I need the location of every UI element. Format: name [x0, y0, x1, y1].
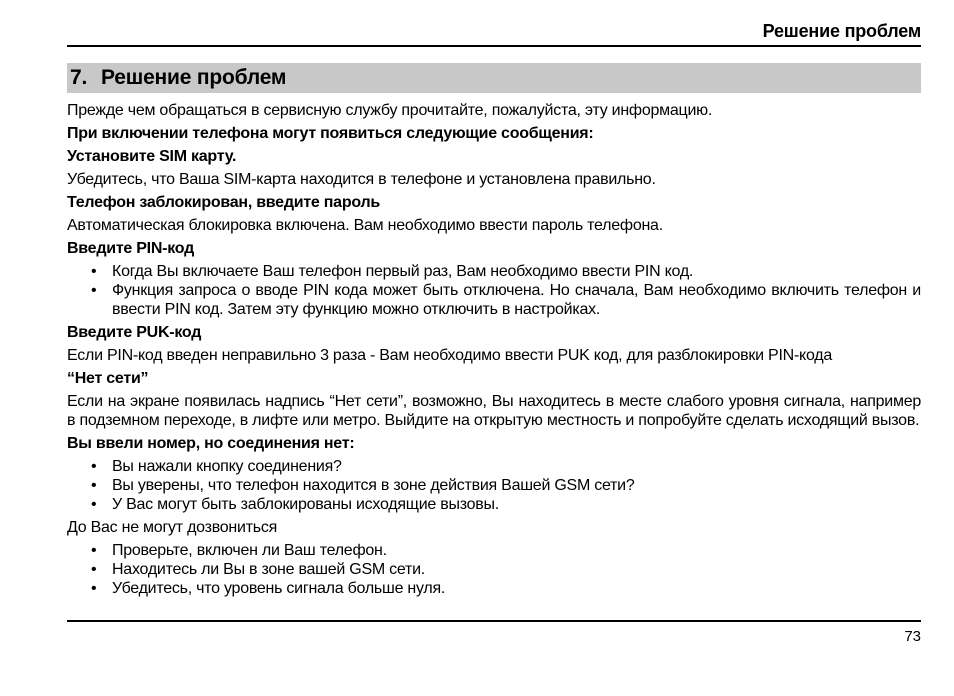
list-item: • Проверьте, включен ли Ваш телефон.	[67, 541, 921, 560]
heading-no-connection: Вы ввели номер, но соединения нет:	[67, 435, 355, 452]
heading-enter-puk: Введите PUK-код	[67, 324, 202, 341]
paragraph-sim-check: Убедитесь, что Ваша SIM-карта находится в телефоне и установлена правильно.	[67, 171, 656, 188]
heading-enter-pin: Введите PIN-код	[67, 240, 195, 257]
list-item: • Находитесь ли Вы в зоне вашей GSM сети.	[67, 560, 921, 579]
list-item: • Функция запроса о вводе PIN кода может быть отключена. Но сначала, Вам необходимо включить телефон и ввести PIN код. Затем эту функцию можно отключить в настройках.	[67, 281, 921, 319]
list-item: • Убедитесь, что уровень сигнала больше нуля.	[67, 579, 921, 598]
heading-phone-locked: Телефон заблокирован, введите пароль	[67, 194, 380, 211]
heading-no-network: “Нет сети”	[67, 370, 149, 387]
running-header: Решение проблем	[762, 21, 921, 41]
bullet-list-no-connection	[67, 457, 921, 514]
page-number: 73	[904, 628, 921, 645]
chapter-number: 7.	[70, 66, 88, 89]
heading-cannot-be-reached: До Вас не могут дозвониться	[67, 519, 278, 536]
chapter-heading-bar	[67, 63, 921, 93]
page-footer	[67, 620, 921, 645]
heading-startup-messages: При включении телефона могут появиться следующие сообщения:	[67, 125, 594, 142]
paragraph-intro: Прежде чем обращаться в сервисную службу прочитайте, пожалуйста, эту информацию.	[67, 102, 713, 119]
heading-insert-sim: Установите SIM карту.	[67, 148, 237, 165]
page-header	[67, 0, 921, 47]
list-item: • Вы нажали кнопку соединения?	[67, 457, 921, 476]
list-item: • Вы уверены, что телефон находится в зоне действия Вашей GSM сети?	[67, 476, 921, 495]
header-rule	[67, 45, 921, 47]
list-item: • Когда Вы включаете Ваш телефон первый раз, Вам необходимо ввести PIN код.	[67, 262, 921, 281]
chapter-title: Решение проблем	[101, 66, 287, 89]
bullet-list-cannot-be-reached	[67, 541, 921, 598]
paragraph-no-network-info: Если на экране появилась надпись “Нет сети”, возможно, Вы находитесь в месте слабого уровня сигнала, например в подземном переходе, в лифте или метро. Выйдите на открытую местность и попробуйте сделать исходящий вызов.	[67, 393, 921, 429]
paragraph-autolock: Автоматическая блокировка включена. Вам необходимо ввести пароль телефона.	[67, 217, 663, 234]
page-body	[67, 101, 921, 598]
bullet-list-pin	[67, 262, 921, 319]
paragraph-puk-info: Если PIN-код введен неправильно 3 раза - Вам необходимо ввести PUK код, для разблокировки PIN-кода	[67, 347, 832, 364]
list-item: • У Вас могут быть заблокированы исходящие вызовы.	[67, 495, 921, 514]
